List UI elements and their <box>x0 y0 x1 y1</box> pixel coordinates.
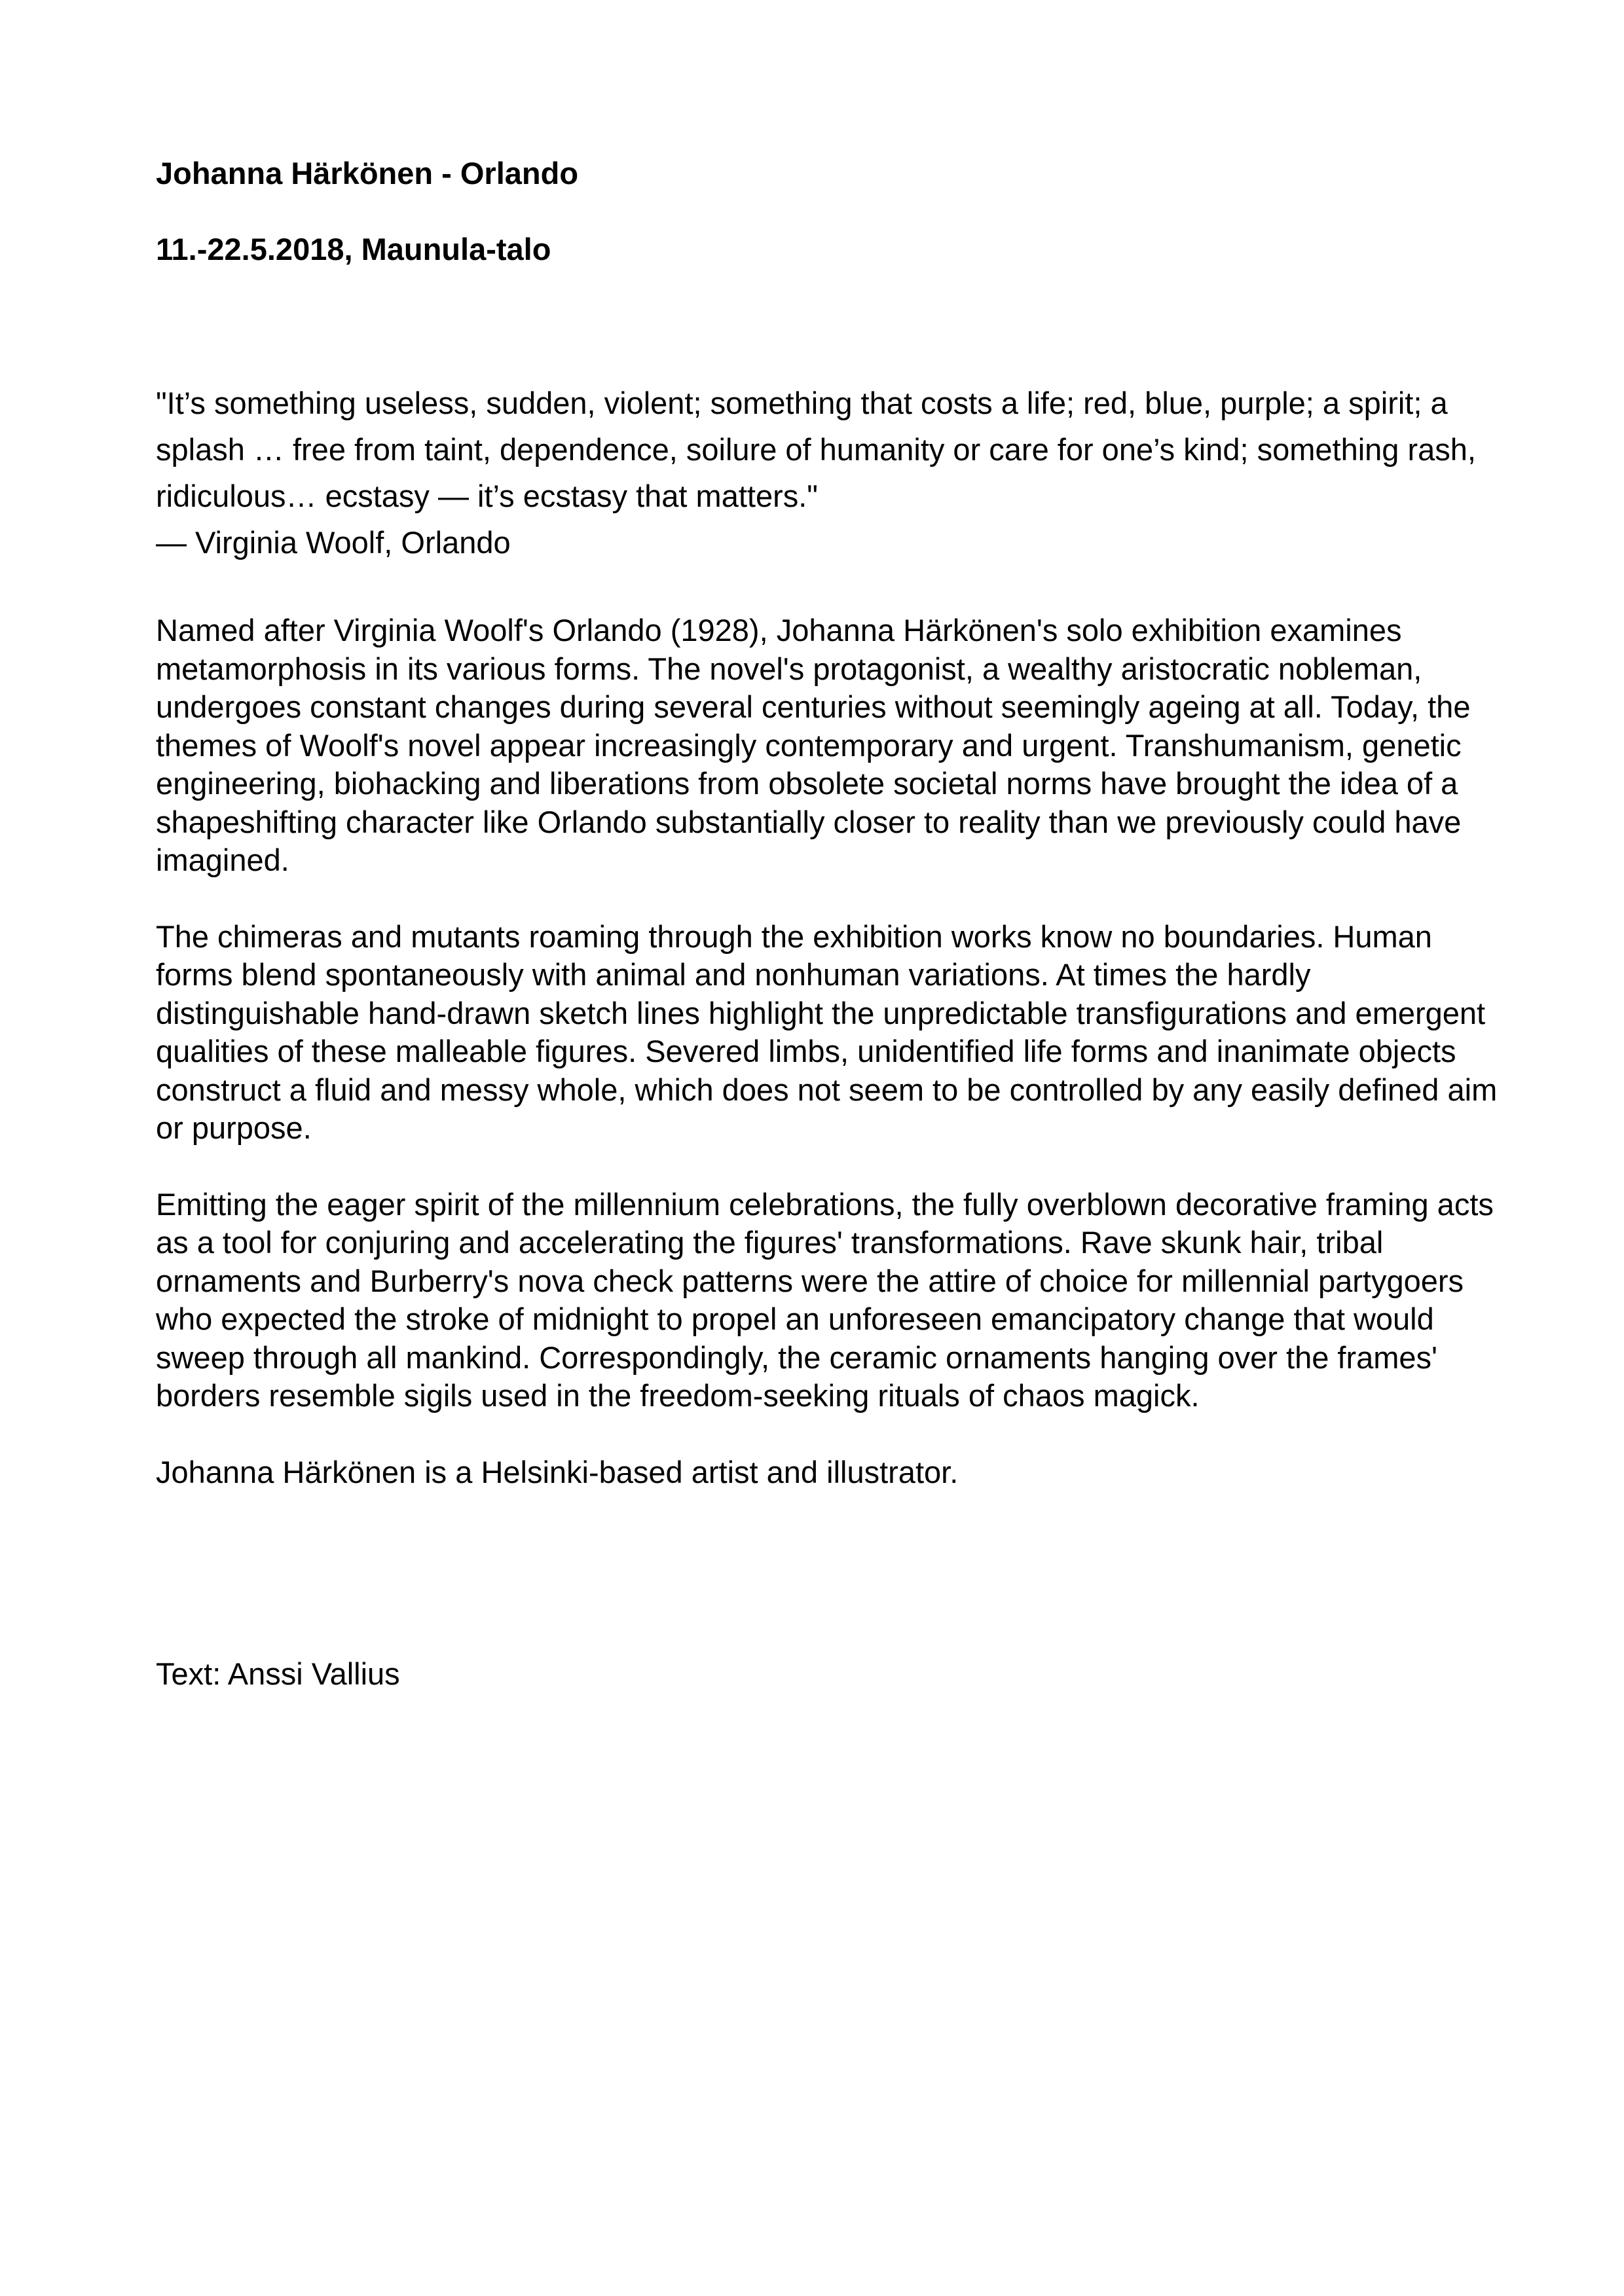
document-content <box>156 155 1505 1529</box>
paragraph: The chimeras and mutants roaming through the exhibition works know no boundaries. Human forms blend spontaneously with animal and nonhuman variations. At times the hardly distinguishable hand-drawn sketch lines highlight the unpredictable transfigurations and emergent qualities of these malleable figures. Severed limbs, unidentified life forms and inanimate objects construct a fluid and messy whole, which does not seem to be controlled by any easily defined aim or purpose. <box>156 919 1498 1145</box>
text-credit: Text: Anssi Vallius <box>156 1656 400 1691</box>
epigraph-quote: "It’s something useless, sudden, violent; something that costs a life; red, blue, purple; a spirit; a splash … free from taint, dependence, soilure of humanity or care for one’s kind; something rash, ridiculous… ecstasy — it’s ecstasy that matters." <box>156 386 1476 513</box>
exhibition-dates-venue: 11.-22.5.2018, Maunula-talo <box>156 232 551 266</box>
epigraph-attribution: — Virginia Woolf, Orlando <box>156 525 511 560</box>
paragraph: Named after Virginia Woolf's Orlando (1928), Johanna Härkönen's solo exhibition examines metamorphosis in its various forms. The novel's protagonist, a wealthy aristocratic nobleman, undergoes constant changes during several centuries without seemingly ageing at all. Today, the themes of Woolf's novel appear increasingly contemporary and urgent. Transhumanism, genetic engineering, biohacking and liberations from obsolete societal norms have brought the idea of a shapeshifting character like Orlando substantially closer to reality than we previously could have imagined. <box>156 613 1471 877</box>
epigraph <box>156 380 1505 566</box>
exhibition-title: Johanna Härkönen - Orlando <box>156 156 579 191</box>
body-text <box>156 611 1505 1491</box>
artist-bio: Johanna Härkönen is a Helsinki-based artist and illustrator. <box>156 1454 959 1489</box>
paragraph: Emitting the eager spirit of the millennium celebrations, the fully overblown decorative framing acts as a tool for conjuring and accelerating the figures' transformations. Rave skunk hair, tribal ornaments and Burberry's nova check patterns were the attire of choice for millennial partygoers who expected the stroke of midnight to propel an unforeseen emancipatory change that would sweep through all mankind. Correspondingly, the ceramic ornaments hanging over the frames' borders resemble sigils used in the freedom-seeking rituals of chaos magick. <box>156 1186 1494 1413</box>
